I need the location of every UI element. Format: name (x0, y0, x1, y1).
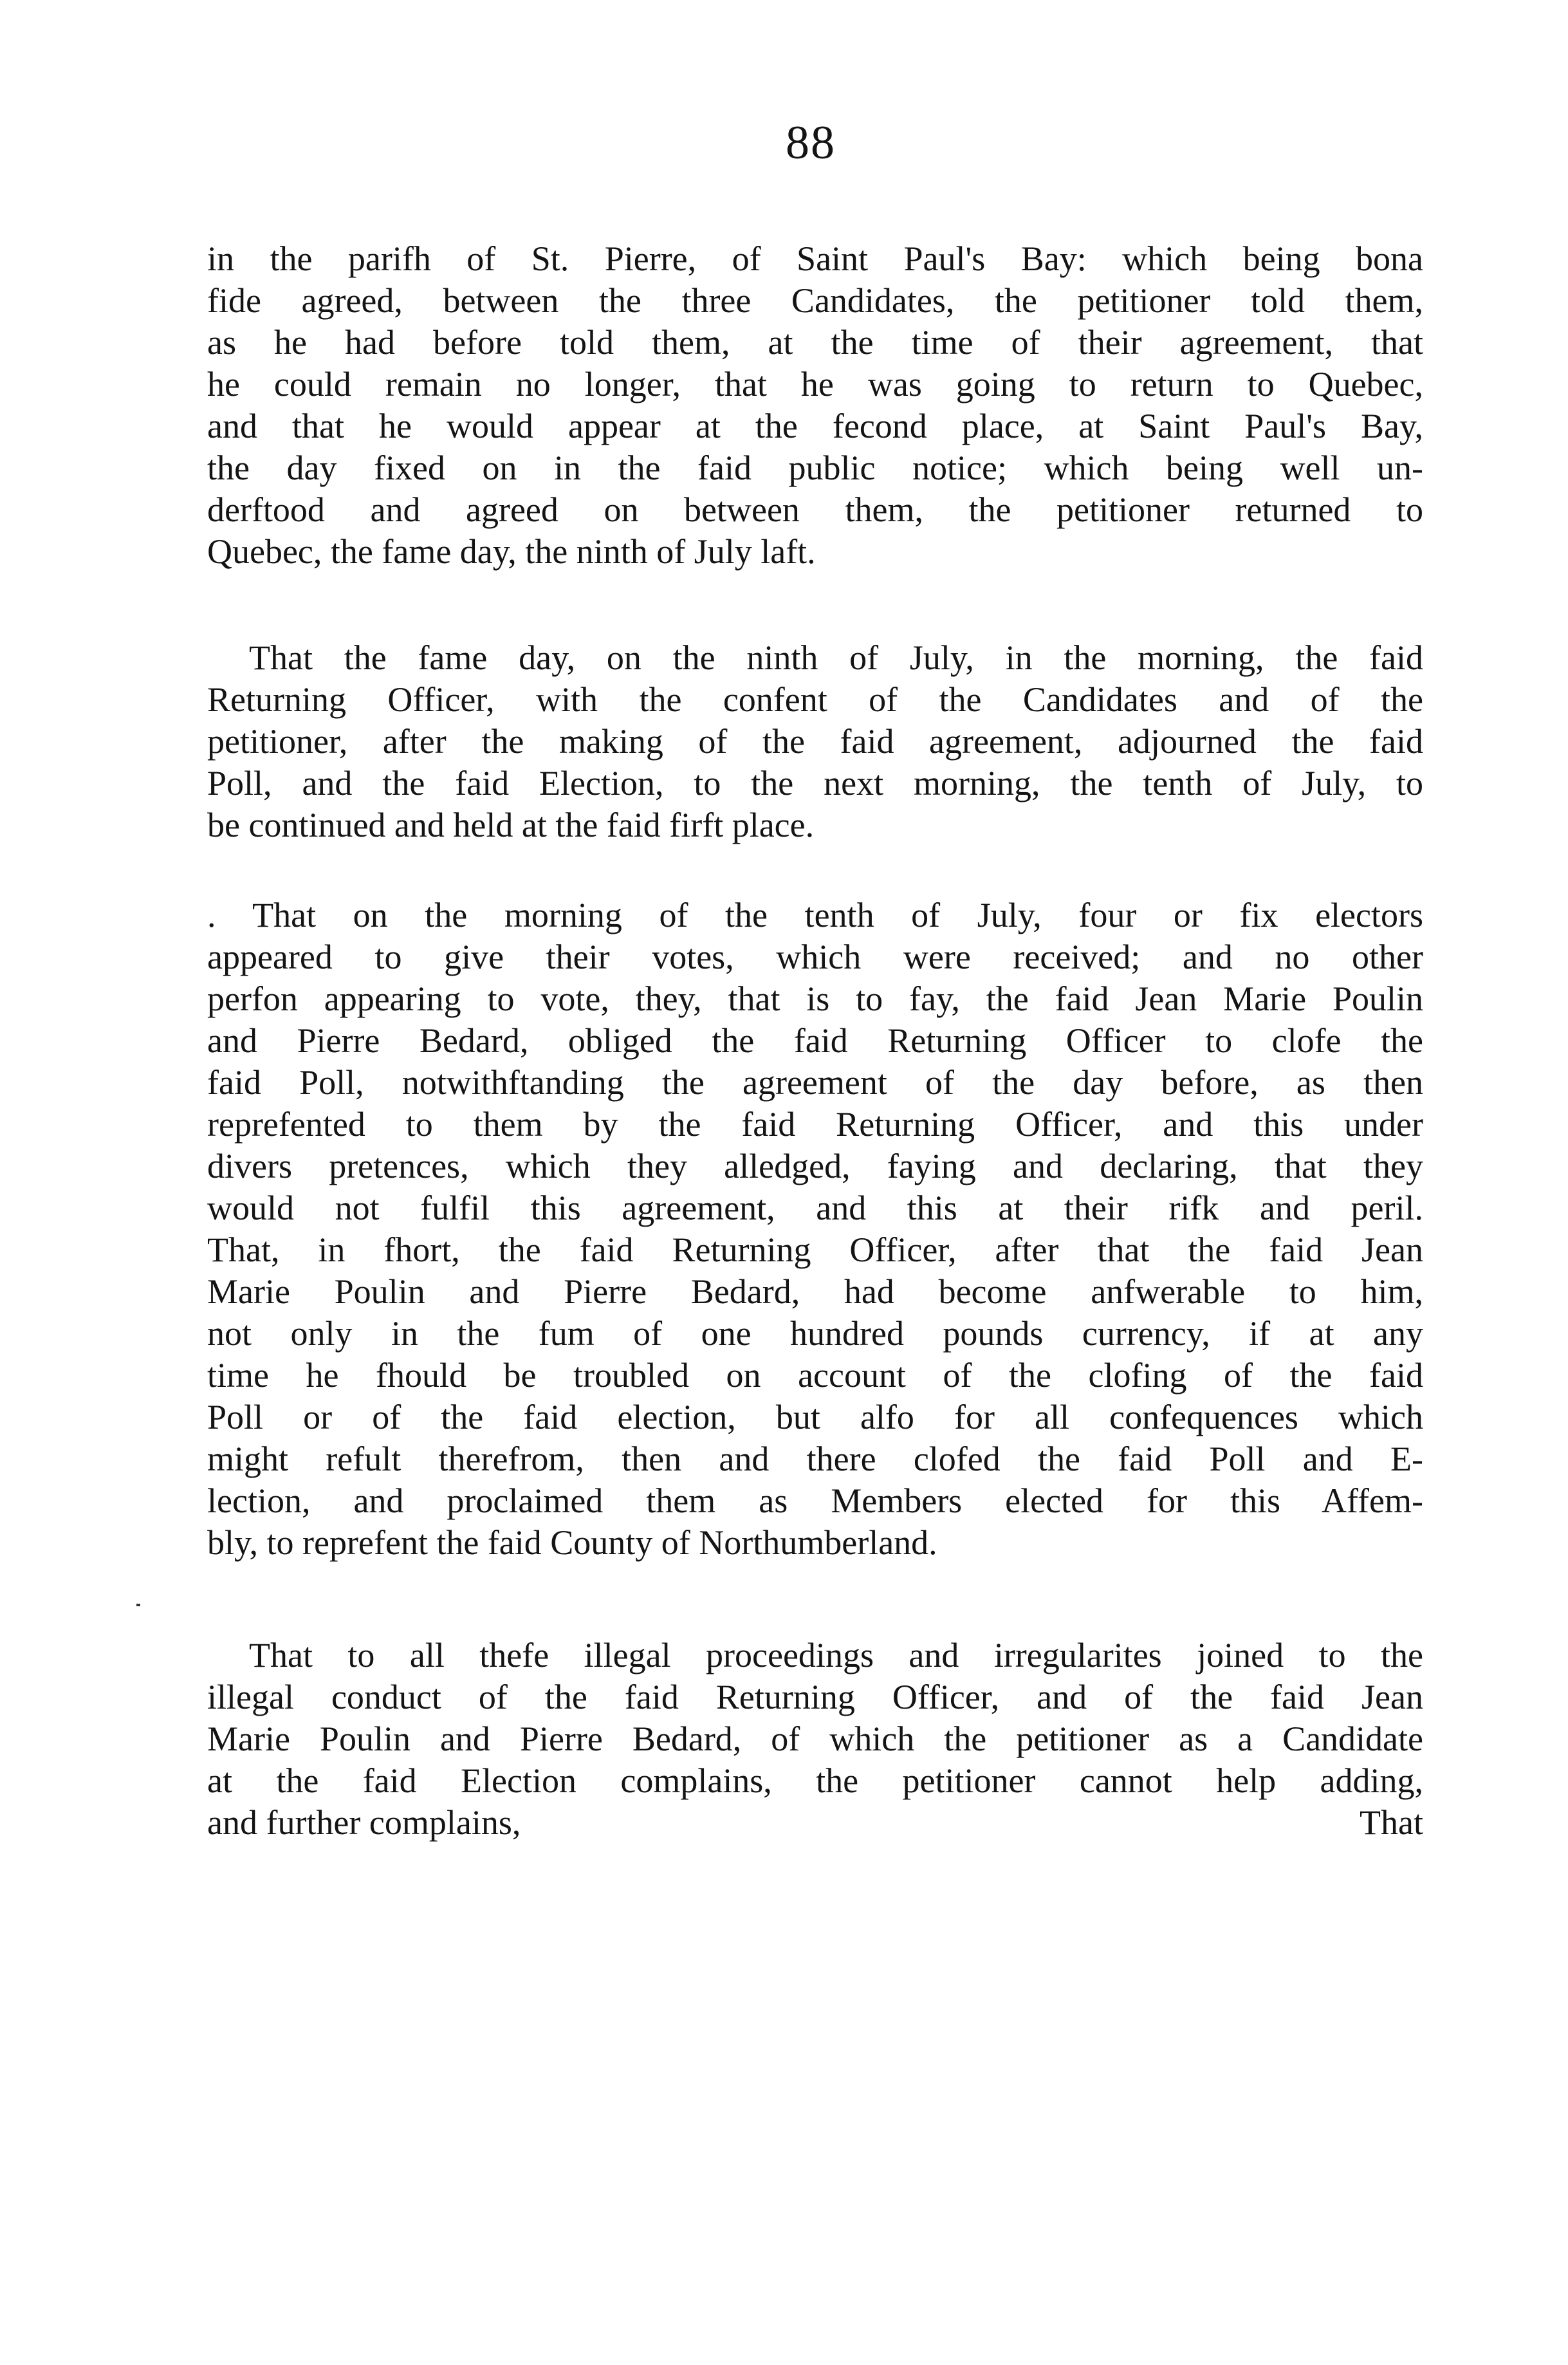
text-line: faid Poll, notwithftanding the agreement of the day before, as then (207, 1063, 1423, 1102)
stray-ink-mark (136, 1604, 140, 1606)
text-line: be continued and held at the faid firft place. (207, 806, 815, 844)
text-line: at the faid Election complains, the petitioner cannot help adding, (207, 1761, 1423, 1800)
text-line: appeared to give their votes, which were received; and no other (207, 938, 1423, 976)
text-line: That to all thefe illegal proceedings and irregularites joined to the (249, 1636, 1423, 1674)
text-line: time he fhould be troubled on account of the clofing of the faid (207, 1356, 1423, 1395)
text-line: bly, to reprefent the faid County of Northumberland. (207, 1523, 937, 1562)
text-line: Poll, and the faid Election, to the next morning, the tenth of July, to (207, 764, 1423, 802)
text-line: he could remain no longer, that he was going to return to Quebec, (207, 365, 1423, 403)
text-line: derftood and agreed on between them, the petitioner returned to (207, 490, 1423, 529)
text-line: in the parifh of St. Pierre, of Saint Paul's Bay: which being bona (207, 239, 1423, 278)
text-line: not only in the fum of one hundred pounds currency, if at any (207, 1314, 1423, 1353)
text-line: the day fixed on in the faid public notice; which being well un- (207, 449, 1423, 487)
text-line: lection, and proclaimed them as Members elected for this Affem- (207, 1481, 1423, 1520)
text-line: fide agreed, between the three Candidates, the petitioner told them, (207, 281, 1423, 320)
text-line: and Pierre Bedard, obliged the faid Returning Officer to clofe the (207, 1021, 1423, 1060)
page-number: 88 (786, 116, 836, 169)
final-line (207, 1802, 1423, 1844)
text-line: would not fulfil this agreement, and this at their rifk and peril. (207, 1189, 1423, 1227)
text-line: That the fame day, on the ninth of July, in the morning, the faid (249, 638, 1423, 677)
text-line: and that he would appear at the fecond place, at Saint Paul's Bay, (207, 407, 1423, 445)
text-line: reprefented to them by the faid Returning Officer, and this under (207, 1105, 1423, 1144)
text-line: might refult therefrom, then and there clofed the faid Poll and E- (207, 1440, 1423, 1478)
paragraph-2 (207, 637, 1423, 846)
text-line: and further complains, (207, 1803, 521, 1842)
catchword: That (1360, 1803, 1423, 1842)
text-line: as he had before told them, at the time of their agreement, that (207, 323, 1423, 362)
text-line: Quebec, the fame day, the ninth of July laft. (207, 532, 816, 571)
text-line: illegal conduct of the faid Returning Officer, and of the faid Jean (207, 1678, 1423, 1716)
text-line: . That on the morning of the tenth of July, four or fix electors (207, 896, 1423, 934)
text-line: Poll or of the faid election, but alfo for all confequences which (207, 1398, 1423, 1436)
paragraph-1 (207, 238, 1423, 573)
text-line: That, in fhort, the faid Returning Officer, after that the faid Jean (207, 1230, 1423, 1269)
text-line: petitioner, after the making of the faid agreement, adjourned the faid (207, 722, 1423, 761)
paragraph-3 (207, 895, 1423, 1564)
paragraph-4 (207, 1635, 1423, 1844)
text-line: Marie Poulin and Pierre Bedard, had become anfwerable to him, (207, 1272, 1423, 1311)
text-line: divers pretences, which they alledged, faying and declaring, that they (207, 1147, 1423, 1185)
text-line: Marie Poulin and Pierre Bedard, of which the petitioner as a Candidate (207, 1720, 1423, 1758)
text-line: perfon appearing to vote, they, that is to fay, the faid Jean Marie Poulin (207, 979, 1423, 1018)
text-line: Returning Officer, with the confent of the Candidates and of the (207, 680, 1423, 719)
